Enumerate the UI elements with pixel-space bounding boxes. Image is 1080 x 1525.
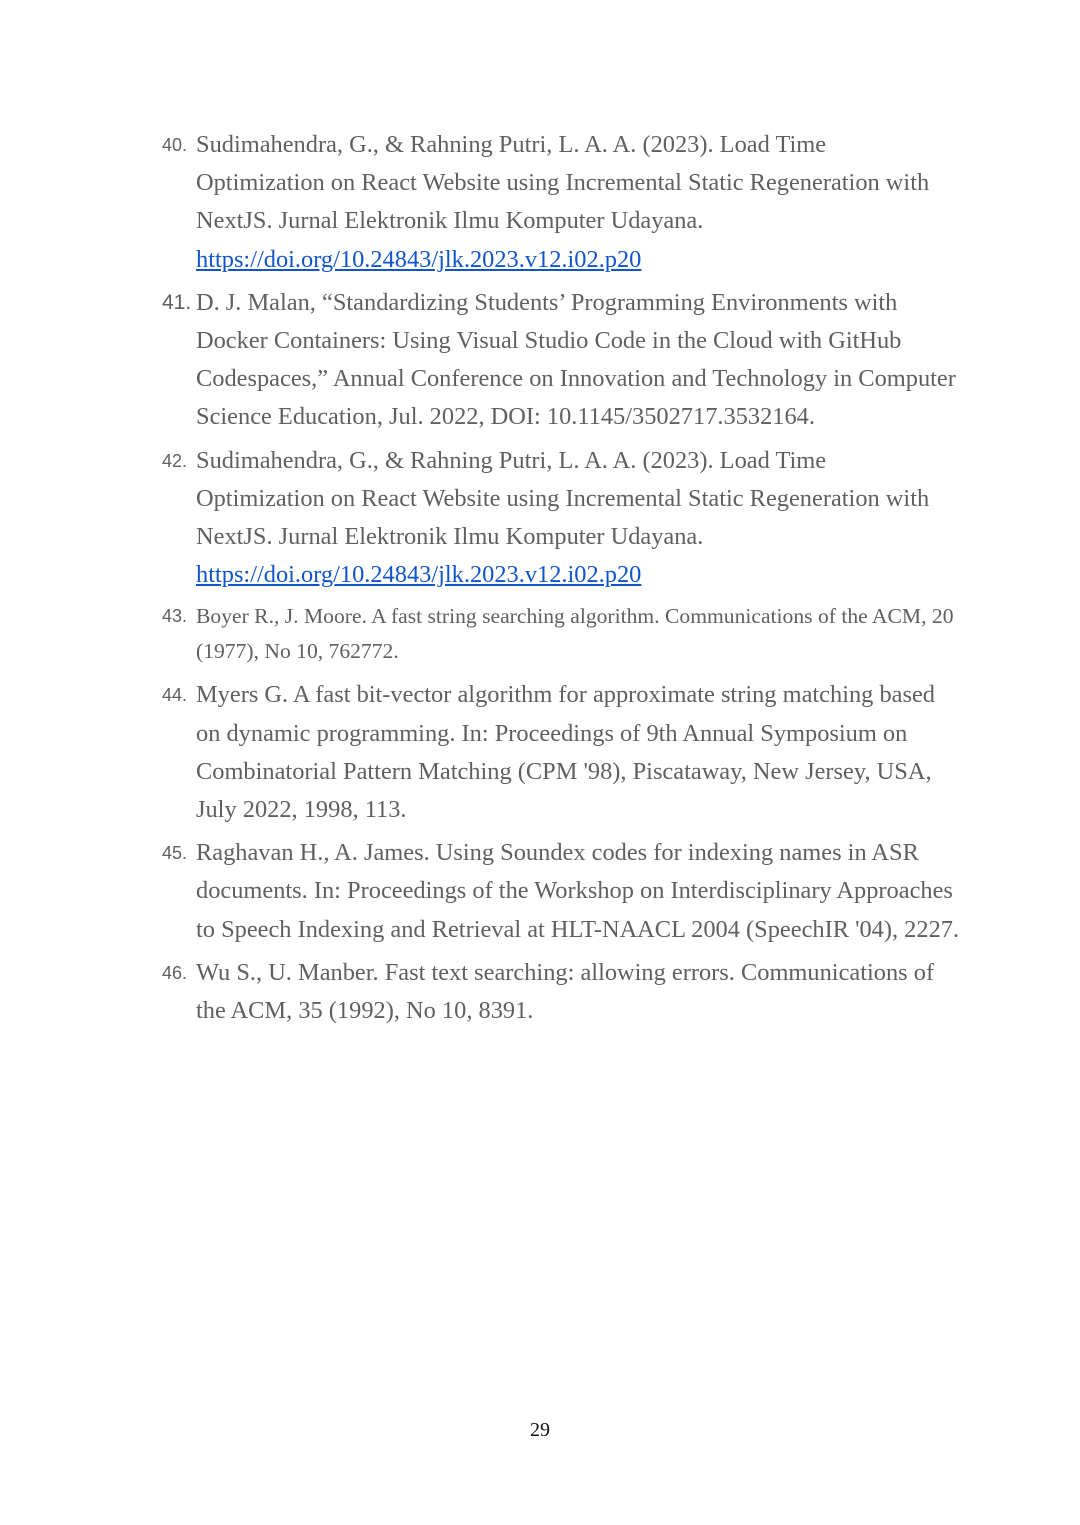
reference-number: 42. bbox=[162, 450, 188, 471]
reference-text: Myers G. A fast bit-vector algorithm for approximate string matching based on dynamic programming. In: Proceedings of 9th Annual Symposium on Combinatorial Pattern Matching (CPM '98), Piscataway, New Jersey, USA, July 2022, 1998, 113. bbox=[196, 681, 935, 824]
reference-number: 45. bbox=[162, 843, 188, 864]
reference-item-42 bbox=[160, 442, 960, 595]
reference-text: D. J. Malan, “Standardizing Students’ Programming Environments with Docker Containers: Using Visual Studio Code in the Cloud with GitHub Codespaces,” Annual Conference on Innovation and Technology in Computer Science Education, Jul. 2022, DOI: 10.1145/3502717.3532164. bbox=[196, 288, 956, 431]
reference-number: 40. bbox=[162, 135, 188, 155]
doi-link[interactable]: https://doi.org/10.24843/jlk.2023.v12.i02.p20 bbox=[196, 561, 642, 589]
reference-text: Boyer R., J. Moore. A fast string searching algorithm. Communications of the ACM, 20 (1977), No 10, 762772. bbox=[196, 604, 954, 664]
reference-number: 46. bbox=[162, 962, 188, 983]
reference-text: Raghavan H., A. James. Using Soundex codes for indexing names in ASR documents. In: Proceedings of the Workshop on Interdisciplinary Approaches to Speech Indexing and Retrieval at HLT-NAACL 2004 (SpeechIR '04), 2227. bbox=[196, 839, 960, 943]
reference-number: 43. bbox=[162, 606, 188, 627]
reference-number: 41. bbox=[162, 290, 192, 314]
reference-text: Sudimahendra, G., & Rahning Putri, L. A. A. (2023). Load Time Optimization on React Website using Incremental Static Regeneration with NextJS. Jurnal Elektronik Ilmu Komputer Udayana. bbox=[196, 131, 930, 235]
doi-link[interactable]: https://doi.org/10.24843/jlk.2023.v12.i02.p20 bbox=[196, 245, 642, 273]
reference-item-45 bbox=[160, 834, 960, 949]
reference-item-44 bbox=[160, 676, 960, 829]
reference-item-40 bbox=[160, 126, 960, 279]
reference-list bbox=[160, 126, 960, 1035]
reference-item-41 bbox=[160, 284, 960, 437]
reference-number: 44. bbox=[162, 685, 188, 706]
reference-item-43 bbox=[160, 599, 960, 669]
reference-text: Wu S., U. Manber. Fast text searching: allowing errors. Communications of the ACM, 35 (1992), No 10, 8391. bbox=[196, 958, 935, 1025]
reference-text: Sudimahendra, G., & Rahning Putri, L. A. A. (2023). Load Time Optimization on React Website using Incremental Static Regeneration with NextJS. Jurnal Elektronik Ilmu Komputer Udayana. bbox=[196, 446, 930, 551]
page-number: 29 bbox=[530, 1419, 550, 1441]
reference-item-46 bbox=[160, 954, 960, 1030]
